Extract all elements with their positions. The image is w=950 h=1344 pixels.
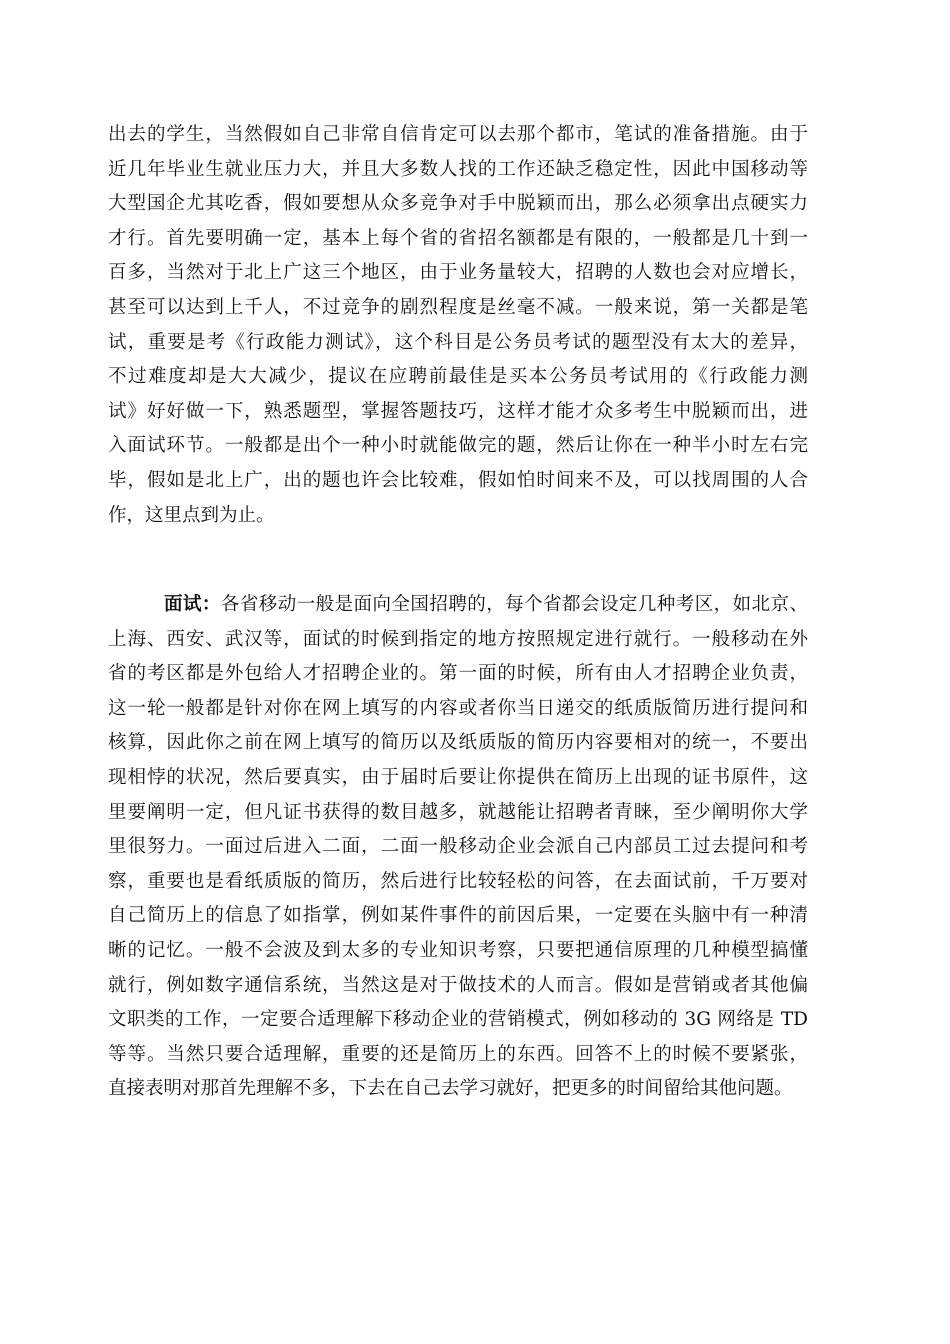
paragraph-line: 试》好好做一下，熟悉题型，掌握答题技巧，这样才能才众多考生中脱颖而出，进 xyxy=(108,400,808,422)
paragraph-line: 近几年毕业生就业压力大，并且大多数人找的工作还缺乏稳定性，因此中国移动等 xyxy=(108,158,808,180)
paragraph-line: 出去的学生，当然假如自己非常自信肯定可以去那个都市，笔试的准备措施。由于 xyxy=(108,124,808,145)
paragraph-line: 这一轮一般都是针对你在网上填写的内容或者你当日递交的纸质版简历进行提问和 xyxy=(108,697,808,719)
paragraph-line: 才行。首先要明确一定，基本上每个省的省招名额都是有限的，一般都是几十到一 xyxy=(108,227,808,249)
paragraph-line: 不过难度却是大大减少，提议在应聘前最佳是买本公务员考试用的《行政能力测 xyxy=(108,366,808,388)
paragraph-line: 百多，当然对于北上广这三个地区，由于业务量较大，招聘的人数也会对应增长， xyxy=(108,262,808,284)
paragraph-line-text: 各省移动一般是面向全国招聘的，每个省都会设定几种考区，如北京、 xyxy=(220,594,808,615)
paragraph-line: 大型国企尤其吃香，假如要想从众多竞争对手中脱颖而出，那么必须拿出点硬实力 xyxy=(108,193,808,215)
paragraph-first-line xyxy=(108,588,808,623)
paragraph-line: 试，重要是考《行政能力测试》，这个科目是公务员考试的题型没有太大的差异， xyxy=(108,331,808,353)
paragraph-line: 省的考区都是外包给人才招聘企业的。第一面的时候，所有由人才招聘企业负责， xyxy=(108,663,808,685)
paragraph-line: 就行，例如数字通信系统，当然这是对于做技术的人而言。假如是营销或者其他偏 xyxy=(108,974,808,996)
paragraph-line: 毕，假如是北上广，出的题也许会比较难，假如怕时间来不及，可以找周围的人合 xyxy=(108,469,808,491)
paragraph-line: 自己简历上的信息了如指掌，例如某件事件的前因后果，一定要在头脑中有一种清 xyxy=(108,905,808,927)
paragraph-line: 核算，因此你之前在网上填写的简历以及纸质版的简历内容要相对的统一，不要出 xyxy=(108,732,808,754)
paragraph-interview xyxy=(108,588,808,1107)
paragraph-line: 入面试环节。一般都是出个一种小时就能做完的题，然后让你在一种半小时左右完 xyxy=(108,435,808,457)
paragraph-line: 里要阐明一定，但凡证书获得的数目越多，就越能让招聘者青睐，至少阐明你大学 xyxy=(108,801,808,823)
paragraph-line: 察，重要也是看纸质版的简历，然后进行比较轻松的问答，在去面试前，千万要对 xyxy=(108,870,808,892)
paragraph-line: 作，这里点到为止。 xyxy=(108,504,275,526)
paragraph-line: 等等。当然只要合适理解，重要的还是简历上的东西。回答不上的时候不要紧张， xyxy=(108,1043,808,1065)
paragraph-line: 甚至可以达到上千人，不过竞争的剧烈程度是丝毫不减。一般来说，第一关都是笔 xyxy=(108,296,808,318)
paragraph-line: 现相悖的状况，然后要真实，由于届时后要让你提供在简历上出现的证书原件，这 xyxy=(108,766,808,788)
paragraph-line: 上海、西安、武汉等，面试的时候到指定的地方按照规定进行就行。一般移动在外 xyxy=(108,628,808,650)
paragraph-line: 文职类的工作，一定要合适理解下移动企业的营销模式，例如移动的 3G 网络是 TD xyxy=(108,1009,808,1031)
paragraph-line: 晰的记忆。一般不会波及到太多的专业知识考察，只要把通信原理的几种模型搞懂 xyxy=(108,939,808,961)
section-heading: 面试： xyxy=(164,594,221,615)
paragraph-line: 直接表明对那首先理解不多，下去在自己去学习就好，把更多的时间留给其他问题。 xyxy=(108,1078,793,1100)
paragraph-written-exam xyxy=(108,118,808,533)
paragraph-line: 里很努力。一面过后进入二面，二面一般移动企业会派自己内部员工过去提问和考 xyxy=(108,836,808,858)
